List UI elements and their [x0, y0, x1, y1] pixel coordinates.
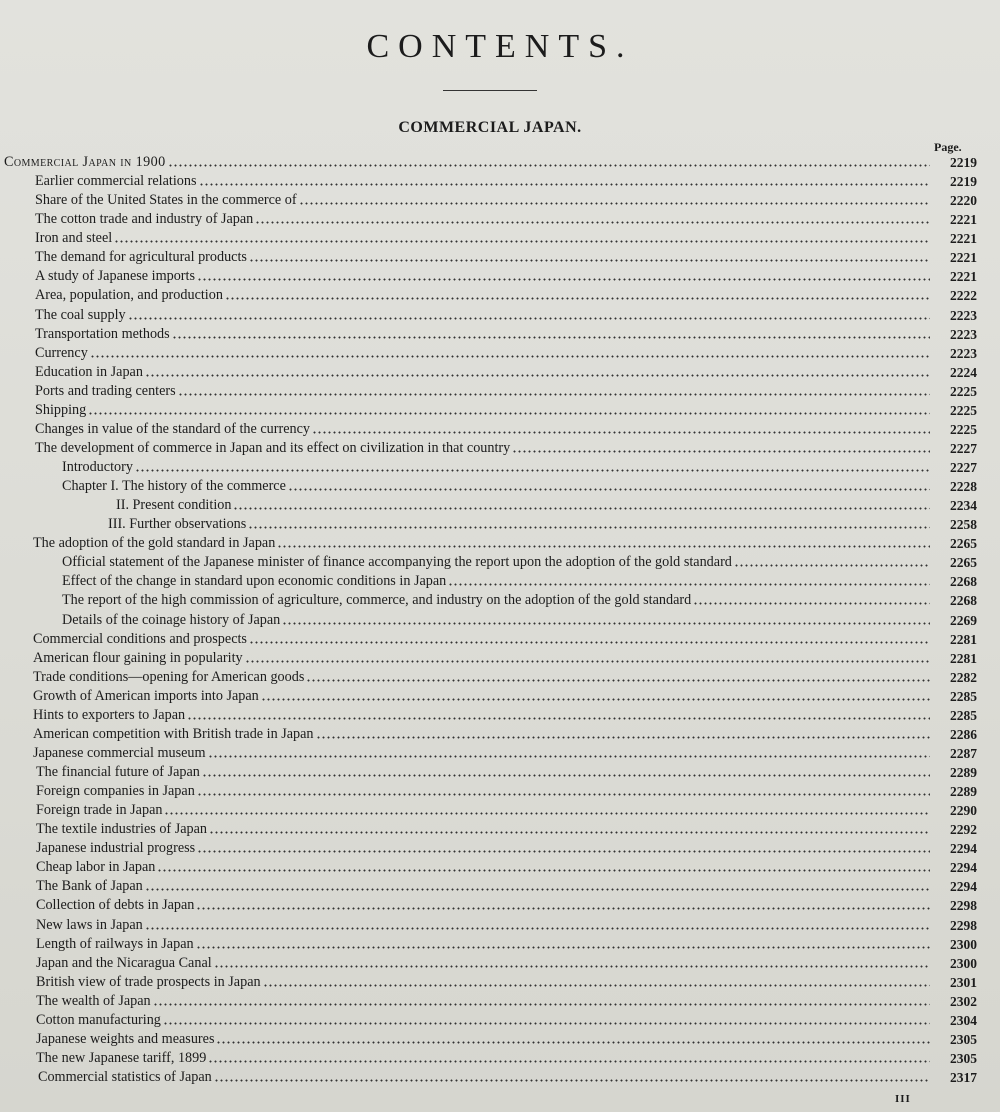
toc-row: [0, 306, 1000, 325]
toc-row: [0, 191, 1000, 210]
toc-page-number: 2289: [950, 784, 977, 800]
toc-row: [0, 877, 1000, 896]
toc-row: [0, 229, 1000, 248]
toc-row: [0, 935, 1000, 954]
toc-page-number: 2227: [950, 440, 977, 456]
toc-page-number: 2300: [950, 955, 977, 971]
toc-row: [0, 744, 1000, 763]
toc-entry: [38, 1068, 930, 1087]
toc-entry: [108, 515, 930, 534]
toc-entry-label: The textile industries of Japan: [36, 821, 207, 838]
toc-row: [0, 839, 1000, 858]
toc-row: [0, 591, 1000, 610]
toc-entry-label: II. Present condition: [116, 497, 232, 514]
toc-row: [0, 1068, 1000, 1087]
toc-entry: [35, 382, 930, 401]
toc-entry-label: The development of commerce in Japan and its effect on civilization in that country: [35, 439, 511, 456]
dot-leader: [261, 692, 930, 702]
dot-leader: [299, 196, 930, 206]
toc-entry-label: Japan and the Nicaragua Canal: [36, 954, 212, 971]
toc-row: [0, 858, 1000, 877]
toc-entry-label: Hints to exporters to Japan: [33, 706, 186, 723]
toc-row: [0, 801, 1000, 820]
toc-entry: [4, 153, 930, 172]
toc-entry-label: New laws in Japan: [36, 916, 143, 933]
toc-entry-label: Education in Japan: [35, 363, 143, 380]
title-divider: [443, 90, 537, 91]
dot-leader: [263, 978, 930, 988]
dot-leader: [163, 1016, 930, 1026]
dot-leader: [693, 596, 930, 606]
toc-page-number: 2282: [950, 669, 977, 685]
toc-entry: [36, 1011, 930, 1030]
toc-page-number: 2223: [950, 307, 977, 323]
toc-page-number: 2265: [950, 536, 977, 552]
toc-row: [0, 668, 1000, 687]
toc-entry: [33, 744, 930, 763]
dot-leader: [196, 901, 930, 911]
toc-page-number: 2305: [950, 1050, 977, 1066]
dot-leader: [288, 482, 930, 492]
toc-page-number: 2294: [950, 841, 977, 857]
toc-page-number: 2223: [950, 326, 977, 342]
dot-leader: [209, 825, 930, 835]
dot-leader: [512, 444, 930, 454]
dot-leader: [248, 520, 930, 530]
toc-entry: [36, 954, 930, 973]
toc-row: [0, 286, 1000, 305]
dot-leader: [178, 387, 930, 397]
dot-leader: [214, 1073, 930, 1083]
toc-page-number: 2268: [950, 574, 977, 590]
toc-page-number: 2298: [950, 917, 977, 933]
dot-leader: [316, 730, 930, 740]
toc-row: [0, 382, 1000, 401]
dot-leader: [199, 177, 930, 187]
toc-entry: [36, 916, 930, 935]
toc-entry: [35, 267, 930, 286]
toc-entry: [36, 763, 930, 782]
dot-leader: [145, 368, 930, 378]
dot-leader: [168, 158, 930, 168]
toc-page-number: 2227: [950, 460, 977, 475]
toc-entry: [62, 591, 930, 610]
toc-entry: [62, 553, 930, 572]
toc-page-number: 2228: [950, 479, 977, 495]
page-title: CONTENTS.: [366, 28, 634, 65]
toc-page-number: 2225: [950, 383, 977, 399]
toc-entry: [36, 877, 930, 896]
dot-leader: [145, 921, 930, 931]
dot-leader: [277, 539, 930, 549]
dot-leader: [164, 806, 930, 816]
toc-entry: [33, 725, 930, 744]
toc-entry: [62, 572, 930, 591]
toc-entry-label: Area, population, and production: [35, 287, 223, 304]
toc-page-number: 2221: [950, 269, 977, 285]
dot-leader: [306, 673, 930, 683]
toc-entry-label: Foreign trade in Japan: [36, 802, 163, 819]
toc-entry: [33, 534, 930, 553]
toc-entry: [35, 210, 930, 229]
toc-entry-label: Japanese industrial progress: [36, 840, 196, 857]
toc-page-number: 2281: [950, 631, 977, 647]
toc-entry: [35, 344, 930, 363]
toc-row: [0, 401, 1000, 420]
toc-page-number: 2298: [950, 898, 977, 914]
toc-row: [0, 630, 1000, 649]
toc-page-number: 2269: [950, 612, 977, 628]
toc-entry-label: Cotton manufacturing: [36, 1011, 161, 1028]
dot-leader: [312, 425, 930, 435]
dot-leader: [208, 1054, 930, 1064]
dot-leader: [214, 959, 930, 969]
dot-leader: [734, 558, 930, 568]
toc-entry-label: Ports and trading centers: [35, 382, 176, 399]
toc-row: [0, 916, 1000, 935]
dot-leader: [249, 253, 930, 263]
toc-page-number: 2219: [950, 174, 977, 190]
toc-row: [0, 687, 1000, 706]
toc-entry: [116, 496, 930, 515]
toc-row: [0, 1049, 1000, 1068]
dot-leader: [245, 654, 930, 664]
toc-row: [0, 725, 1000, 744]
toc-page-number: 2286: [950, 726, 977, 742]
toc-entry-label: Trade conditions—opening for American goods: [33, 668, 305, 685]
dot-leader: [90, 349, 930, 359]
toc-entry-label: Chapter I. The history of the commerce: [62, 478, 286, 495]
toc-entry-label: American competition with British trade in Japan: [33, 725, 314, 742]
toc-entry-label: Japanese commercial museum: [33, 744, 206, 761]
toc-entry-label: Shipping: [35, 401, 87, 418]
toc-page-number: 2224: [950, 364, 977, 380]
toc-entry-label: The coal supply: [35, 306, 126, 323]
table-of-contents: [0, 153, 1000, 1087]
toc-page-number: 2294: [950, 860, 977, 876]
toc-page-number: 2289: [950, 765, 977, 780]
toc-page-number: 2221: [950, 250, 977, 266]
toc-entry-label: Commercial Japan in 1900: [4, 154, 166, 170]
toc-entry: [62, 477, 930, 496]
toc-entry-label: The financial future of Japan: [36, 764, 200, 780]
dot-leader: [197, 272, 930, 282]
toc-row: [0, 649, 1000, 668]
toc-page-number: 2292: [950, 822, 977, 838]
toc-page-number: 2290: [950, 803, 977, 819]
toc-page-number: 2221: [950, 231, 977, 247]
dot-leader: [128, 311, 930, 321]
toc-entry: [36, 801, 930, 820]
toc-entry-label: Japanese weights and measures: [36, 1030, 215, 1047]
toc-row: [0, 572, 1000, 591]
toc-entry-label: Iron and steel: [35, 230, 113, 247]
toc-page-number: 2234: [950, 498, 977, 514]
toc-entry: [36, 992, 930, 1011]
toc-entry: [35, 229, 930, 248]
toc-page-number: 2265: [950, 555, 977, 571]
toc-page-number: 2281: [950, 650, 977, 666]
toc-entry-label: The adoption of the gold standard in Japan: [33, 535, 276, 552]
toc-entry-label: Introductory: [62, 459, 133, 475]
toc-row: [0, 820, 1000, 839]
dot-leader: [135, 463, 930, 473]
toc-row: [0, 973, 1000, 992]
toc-entry: [33, 668, 930, 687]
toc-entry-label: Share of the United States in the commerce of: [35, 192, 297, 209]
toc-entry-label: Cheap labor in Japan: [36, 859, 156, 876]
toc-row: [0, 458, 1000, 477]
toc-row: [0, 363, 1000, 382]
toc-entry: [33, 687, 930, 706]
dot-leader: [88, 406, 930, 416]
toc-entry: [36, 820, 930, 839]
toc-row: [0, 325, 1000, 344]
toc-entry: [35, 420, 930, 439]
toc-page-number: 2258: [950, 517, 977, 533]
toc-entry: [36, 973, 930, 992]
section-heading: COMMERCIAL JAPAN.: [398, 119, 582, 136]
dot-leader: [157, 863, 930, 873]
toc-entry: [36, 935, 930, 954]
toc-row: [0, 153, 1000, 172]
toc-row: [0, 1011, 1000, 1030]
toc-row: [0, 534, 1000, 553]
dot-leader: [282, 616, 930, 626]
toc-entry: [35, 306, 930, 325]
toc-row: [0, 420, 1000, 439]
toc-page-number: 2268: [950, 593, 977, 609]
toc-entry-label: A study of Japanese imports: [35, 268, 195, 285]
toc-entry-label: The Bank of Japan: [36, 878, 143, 895]
toc-entry: [35, 325, 930, 344]
toc-row: [0, 267, 1000, 286]
toc-entry-label: Currency: [35, 344, 88, 361]
toc-entry-label: Earlier commercial relations: [35, 173, 197, 190]
toc-entry: [62, 458, 930, 477]
toc-entry-label: Effect of the change in standard upon economic conditions in Japan: [62, 573, 447, 590]
page-number: III: [895, 1093, 911, 1105]
toc-entry-label: The new Japanese tariff, 1899: [36, 1049, 207, 1066]
toc-entry-label: The cotton trade and industry of Japan: [35, 211, 254, 228]
toc-entry-label: Commercial conditions and prospects: [33, 630, 247, 647]
toc-entry-label: Growth of American imports into Japan: [33, 687, 259, 704]
toc-row: [0, 706, 1000, 725]
toc-row: [0, 782, 1000, 801]
dot-leader: [216, 1035, 930, 1045]
toc-entry: [35, 191, 930, 210]
dot-leader: [225, 291, 930, 301]
dot-leader: [208, 749, 930, 759]
toc-page-number: 2219: [950, 155, 977, 170]
toc-page-number: 2304: [950, 1012, 977, 1028]
dot-leader: [448, 577, 930, 587]
toc-row: [0, 172, 1000, 191]
toc-entry: [36, 858, 930, 877]
toc-page-number: 2223: [950, 345, 977, 361]
dot-leader: [172, 330, 930, 340]
toc-row: [0, 439, 1000, 458]
toc-entry: [36, 839, 930, 858]
toc-entry: [35, 286, 930, 305]
toc-entry-label: III. Further observations: [108, 516, 247, 533]
dot-leader: [197, 787, 930, 797]
toc-entry: [36, 1030, 930, 1049]
toc-entry-label: Transportation methods: [35, 325, 170, 342]
toc-row: [0, 611, 1000, 630]
toc-entry-label: Commercial statistics of Japan: [38, 1069, 212, 1085]
toc-page-number: 2300: [950, 936, 977, 952]
toc-row: [0, 992, 1000, 1011]
dot-leader: [187, 711, 930, 721]
toc-row: [0, 248, 1000, 267]
toc-entry-label: Official statement of the Japanese minister of finance accompanying the report upon the adoption of the gold standard: [62, 554, 732, 571]
dot-leader: [145, 882, 930, 892]
toc-entry: [35, 401, 930, 420]
page-column-heading: Page.: [934, 140, 962, 154]
toc-entry: [35, 439, 930, 458]
toc-entry: [62, 611, 930, 630]
toc-entry: [35, 172, 930, 191]
toc-page-number: 2294: [950, 879, 977, 895]
toc-entry-label: The demand for agricultural products: [35, 249, 247, 266]
toc-row: [0, 954, 1000, 973]
toc-page-number: 2285: [950, 688, 977, 704]
dot-leader: [196, 940, 930, 950]
toc-entry-label: Details of the coinage history of Japan: [62, 611, 281, 628]
toc-entry: [33, 649, 930, 668]
dot-leader: [249, 635, 930, 645]
toc-row: [0, 496, 1000, 515]
toc-row: [0, 553, 1000, 572]
toc-entry: [36, 782, 930, 801]
toc-page-number: 2225: [950, 421, 977, 437]
toc-entry: [36, 1049, 930, 1068]
toc-row: [0, 344, 1000, 363]
toc-page-number: 2301: [950, 974, 977, 990]
toc-page-number: 2222: [950, 288, 977, 304]
toc-row: [0, 477, 1000, 496]
toc-page-number: 2305: [950, 1031, 977, 1047]
dot-leader: [202, 768, 930, 778]
toc-entry-label: British view of trade prospects in Japan: [36, 973, 261, 990]
toc-entry-label: Foreign companies in Japan: [36, 783, 195, 800]
toc-row: [0, 210, 1000, 229]
toc-entry-label: The wealth of Japan: [36, 992, 151, 1009]
toc-entry-label: Collection of debts in Japan: [36, 897, 195, 914]
toc-entry: [35, 363, 930, 382]
toc-entry: [33, 630, 930, 649]
toc-row: [0, 896, 1000, 915]
toc-row: [0, 1030, 1000, 1049]
toc-entry-label: The report of the high commission of agriculture, commerce, and industry on the adoption of the gold standard: [62, 592, 692, 609]
toc-page-number: 2317: [950, 1070, 977, 1085]
dot-leader: [114, 234, 930, 244]
toc-page-number: 2287: [950, 745, 977, 761]
dot-leader: [255, 215, 930, 225]
toc-entry: [35, 248, 930, 267]
toc-entry-label: Length of railways in Japan: [36, 935, 194, 952]
toc-page-number: 2285: [950, 707, 977, 723]
dot-leader: [197, 844, 930, 854]
toc-row: [0, 515, 1000, 534]
toc-entry: [33, 706, 930, 725]
toc-entry-label: Changes in value of the standard of the currency: [35, 420, 310, 437]
toc-entry-label: American flour gaining in popularity: [33, 649, 243, 666]
toc-entry: [36, 896, 930, 915]
toc-page-number: 2225: [950, 402, 977, 418]
toc-page-number: 2302: [950, 993, 977, 1009]
toc-page-number: 2221: [950, 212, 977, 228]
toc-page-number: 2220: [950, 193, 977, 209]
dot-leader: [233, 501, 930, 511]
toc-row: [0, 763, 1000, 782]
dot-leader: [153, 997, 930, 1007]
